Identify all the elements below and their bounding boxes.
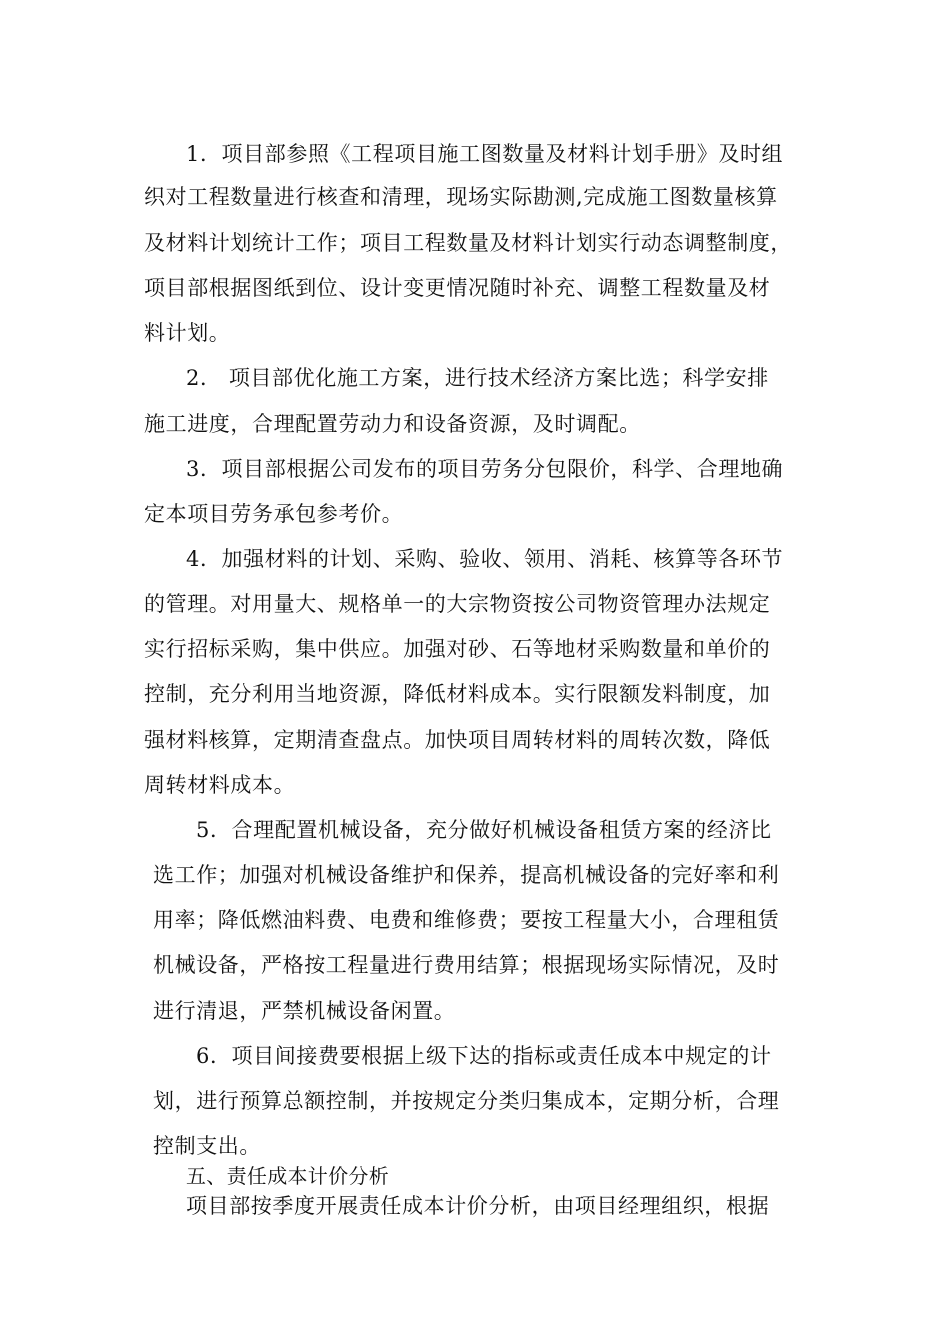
paragraph-1-line-1: 1．项目部参照《工程项目施工图数量及材料计划手册》及时组 bbox=[186, 142, 784, 166]
paragraph-3-line-2: 定本项目劳务承包参考价。 bbox=[144, 502, 404, 526]
paragraph-6-line-3: 控制支出。 bbox=[153, 1134, 261, 1158]
paragraph-5-line-3: 用率；降低燃油料费、电费和维修费；要按工程量大小，合理租赁 bbox=[153, 908, 780, 932]
paragraph-5-line-2: 选工作；加强对机械设备维护和保养，提高机械设备的完好率和利 bbox=[153, 863, 780, 887]
paragraph-2-line-2: 施工进度，合理配置劳动力和设备资源，及时调配。 bbox=[144, 412, 641, 436]
paragraph-4-line-2: 的管理。对用量大、规格单一的大宗物资按公司物资管理办法规定 bbox=[144, 592, 771, 616]
paragraph-6-line-2: 划，进行预算总额控制，并按规定分类归集成本，定期分析，合理 bbox=[153, 1089, 780, 1113]
paragraph-4-line-5: 强材料核算，定期清查盘点。加快项目周转材料的周转次数，降低 bbox=[144, 728, 771, 752]
paragraph-7-line-1: 项目部按季度开展责任成本计价分析，由项目经理组织，根据 bbox=[186, 1194, 770, 1218]
section-heading: 五、责任成本计价分析 bbox=[186, 1164, 389, 1188]
paragraph-1-line-5: 料计划。 bbox=[144, 321, 231, 345]
paragraph-3-line-1: 3．项目部根据公司发布的项目劳务分包限价，科学、合理地确 bbox=[186, 457, 784, 481]
paragraph-5-line-1: 5．合理配置机械设备，充分做好机械设备租赁方案的经济比 bbox=[196, 818, 772, 842]
paragraph-5-line-5: 进行清退，严禁机械设备闲置。 bbox=[153, 999, 456, 1023]
paragraph-2-line-1: 2． 项目部优化施工方案，进行技术经济方案比选；科学安排 bbox=[186, 366, 769, 390]
paragraph-4-line-1: 4．加强材料的计划、采购、验收、领用、消耗、核算等各环节 bbox=[186, 547, 784, 571]
paragraph-4-line-6: 周转材料成本。 bbox=[144, 773, 296, 797]
paragraph-1-line-2: 织对工程数量进行核查和清理，现场实际勘测,完成施工图数量核算 bbox=[144, 185, 778, 209]
paragraph-4-line-4: 控制，充分利用当地资源，降低材料成本。实行限额发料制度，加 bbox=[144, 682, 771, 706]
paragraph-5-line-4: 机械设备，严格按工程量进行费用结算；根据现场实际情况，及时 bbox=[153, 953, 780, 977]
paragraph-1-line-4: 项目部根据图纸到位、设计变更情况随时补充、调整工程数量及材 bbox=[144, 276, 771, 300]
paragraph-1-line-3: 及材料计划统计工作；项目工程数量及材料计划实行动态调整制度， bbox=[144, 231, 792, 255]
paragraph-6-line-1: 6．项目间接费要根据上级下达的指标或责任成本中规定的计 bbox=[196, 1044, 772, 1068]
paragraph-4-line-3: 实行招标采购，集中供应。加强对砂、石等地材采购数量和单价的 bbox=[144, 637, 771, 661]
